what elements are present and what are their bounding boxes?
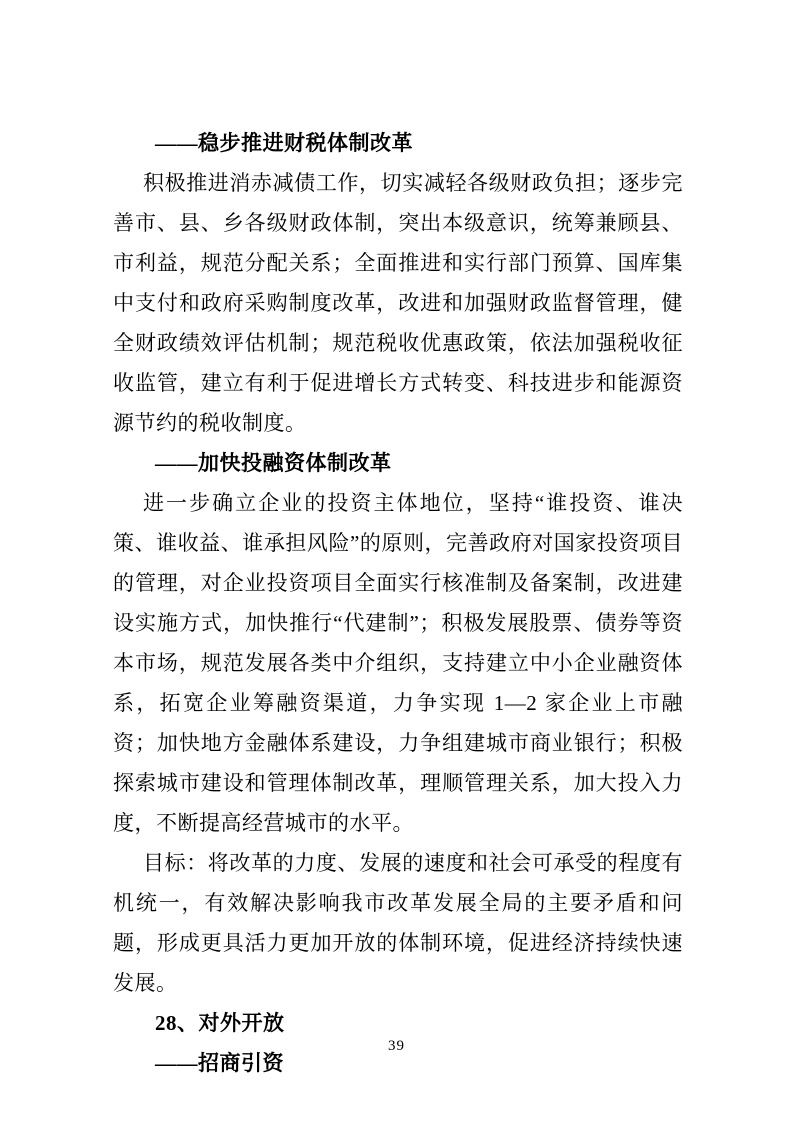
heading-investment-attraction: ——招商引资 (155, 1051, 284, 1075)
page-number: 39 (388, 1038, 405, 1054)
paragraph-fiscal-tax-reform: 积极推进消赤减债工作，切实减轻各级财政负担；逐步完善市、县、乡各级财政体制，突出本级意识，统筹兼顾县、市利益，规范分配关系；全面推进和实行部门预算、国库集中支付和政府采购制度改革，改进和加强财政监督管理，健全财政绩效评估机制；规范税收优惠政策，依法加强税收征收监管，建立有利于促进增长方式转变、科技进步和能源资源节约的税收制度。 (113, 171, 683, 435)
heading-fiscal-tax-system-reform: ——稳步推进财税体制改革 (155, 131, 413, 155)
heading-section-28-opening-up: 28、对外开放 (155, 1011, 285, 1035)
document-body (113, 123, 683, 1083)
paragraph-reform-goal: 目标：将改革的力度、发展的速度和社会可承受的程度有机统一，有效解决影响我市改革发展全局的主要矛盾和问题，形成更具活力更加开放的体制环境，促进经济持续快速发展。 (113, 851, 683, 995)
paragraph-investment-financing-reform: 进一步确立企业的投资主体地位，坚持“谁投资、谁决策、谁收益、谁承担风险”的原则，完善政府对国家投资项目的管理，对企业投资项目全面实行核准制及备案制，改进建设实施方式，加快推行“代建制”；积极发展股票、债券等资本市场，规范发展各类中介组织，支持建立中小企业融资体系，拓宽企业筹融资渠道，力争实现 1—2 家企业上市融资；加快地方金融体系建设，力争组建城市商业银行；积极探索城市建设和管理体制改革，理顺管理关系，加大投入力度，不断提高经营城市的水平。 (113, 491, 683, 835)
heading-investment-financing-system-reform: ——加快投融资体制改革 (155, 451, 392, 475)
